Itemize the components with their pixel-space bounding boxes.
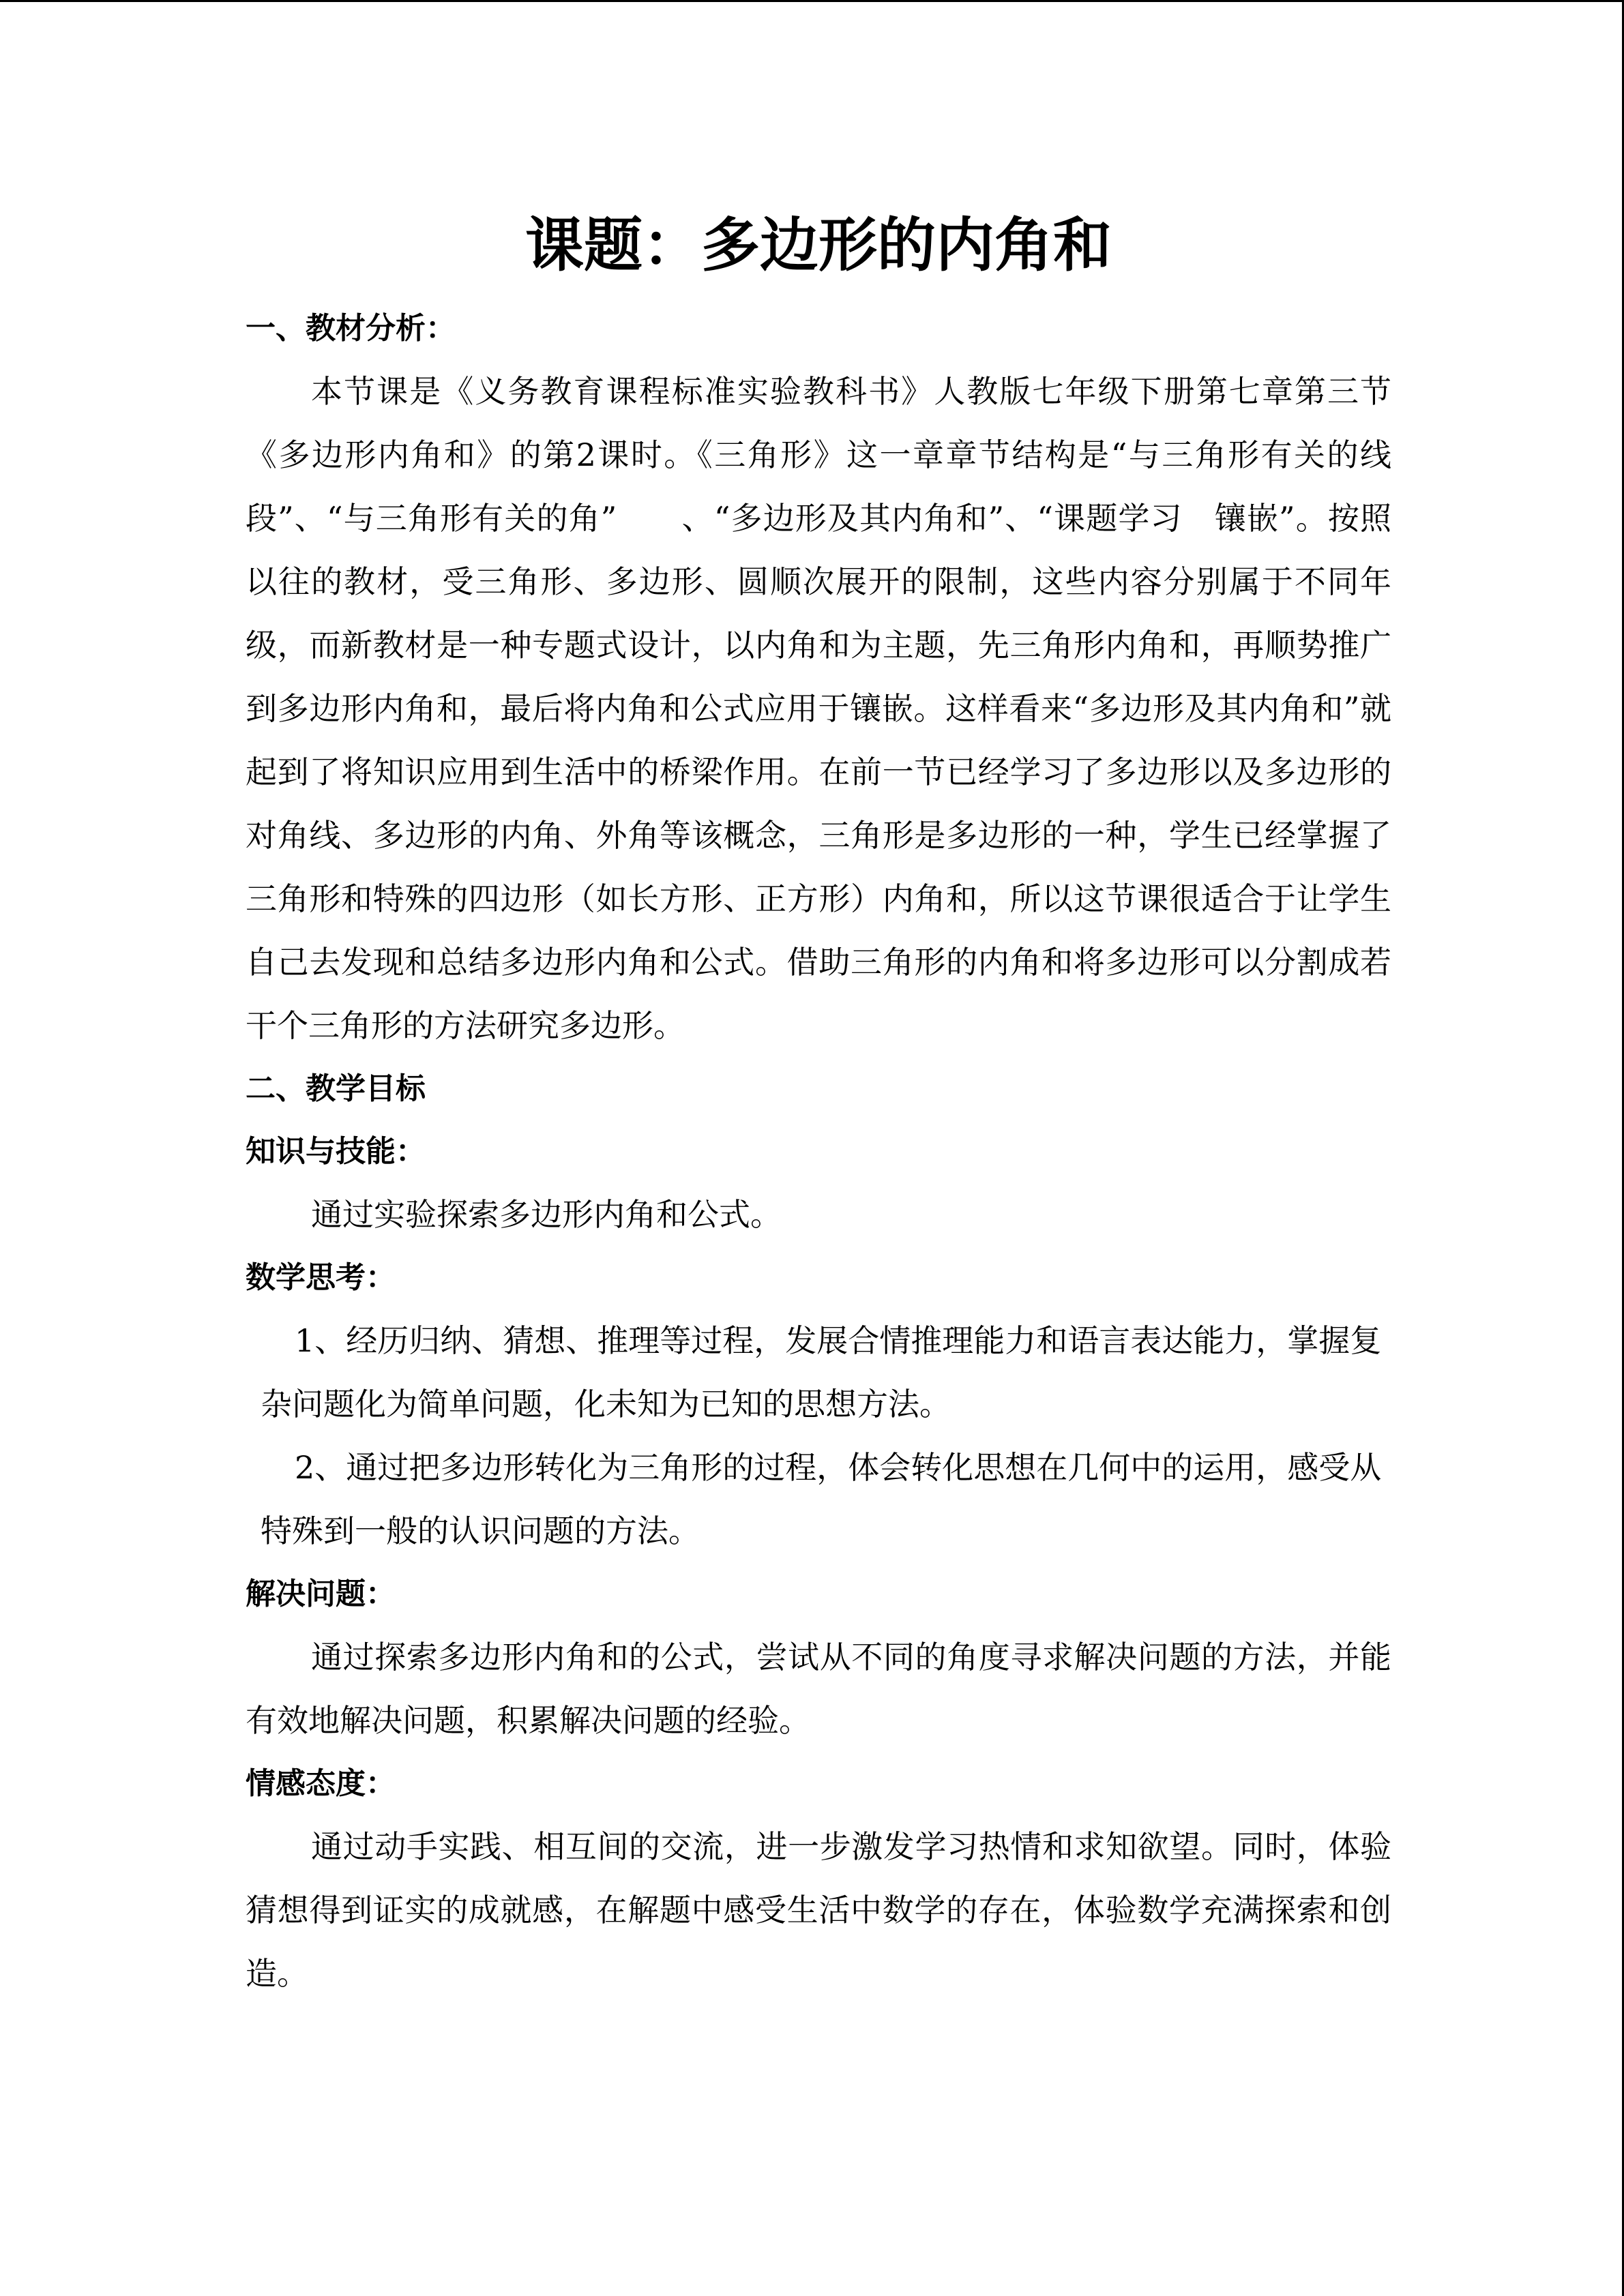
knowledge-paragraph: 通过实验探索多边形内角和公式。 [311,1196,782,1233]
section-heading-objectives: 二、教学目标 [246,1071,426,1106]
attitude-paragraph: 通过动手实践、相互间的交流，进一步激发学习热情和求知欲望。同时，体验猜想得到证实的成就感，在解题中感受生活中数学的存在，体验数学充满探索和创造。 [246,1828,1391,1992]
section-heading-analysis: 一、教材分析： [246,311,456,346]
analysis-paragraph: 本节课是《义务教育课程标准实验教科书》人教版七年级下册第七章第三节《多边形内角和》的第2课时。《三角形》这一章章节结构是“与三角形有关的线段”、“与三角形有关的角” 、“多边形及其内角和”、“课题学习 镶嵌”。按照以往的教材，受三角形、多边形、圆顺次展开的限制，这些内容分别属于不同年级，而新教材是一种专题式设计，以内角和为主题，先三角形内角和，再顺势推广到多边形内角和，最后将内角和公式应用于镶嵌。这样看来“多边形及其内角和”就起到了将知识应用到生活中的桥梁作用。在前一节已经学习了多边形以及多边形的对角线、多边形的内角、外角等该概念，三角形是多边形的一种，学生已经掌握了三角形和特殊的四边形（如长方形、正方形）内角和，所以这节课很适合于让学生自己去发现和总结多边形内角和公式。借助三角形的内角和将多边形可以分割成若干个三角形的方法研究多边形。 [246,373,1391,1044]
page-title: 课题：多边形的内角和 [525,211,1112,280]
document-body [246,198,1391,2006]
subheading-knowledge: 知识与技能： [246,1134,426,1169]
page-edge-top [0,0,1624,2]
problem-solving-paragraph: 通过探索多边形内角和的公式，尝试从不同的角度寻求解决问题的方法，并能有效地解决问题，积累解决问题的经验。 [246,1639,1391,1739]
thinking-item-2: 2、通过把多边形转化为三角形的过程，体会转化思想在几何中的运用，感受从特殊到一般的认识问题的方法。 [261,1449,1382,1549]
subheading-problem-solving: 解决问题： [246,1577,396,1611]
section-objectives [246,1058,1391,2006]
section-analysis [246,297,1391,1058]
subheading-attitude: 情感态度： [246,1766,396,1801]
subheading-thinking: 数学思考： [246,1260,396,1295]
thinking-item-1: 1、经历归纳、猜想、推理等过程，发展合情推理能力和语言表达能力，掌握复杂问题化为简单问题，化未知为已知的思想方法。 [261,1322,1382,1422]
